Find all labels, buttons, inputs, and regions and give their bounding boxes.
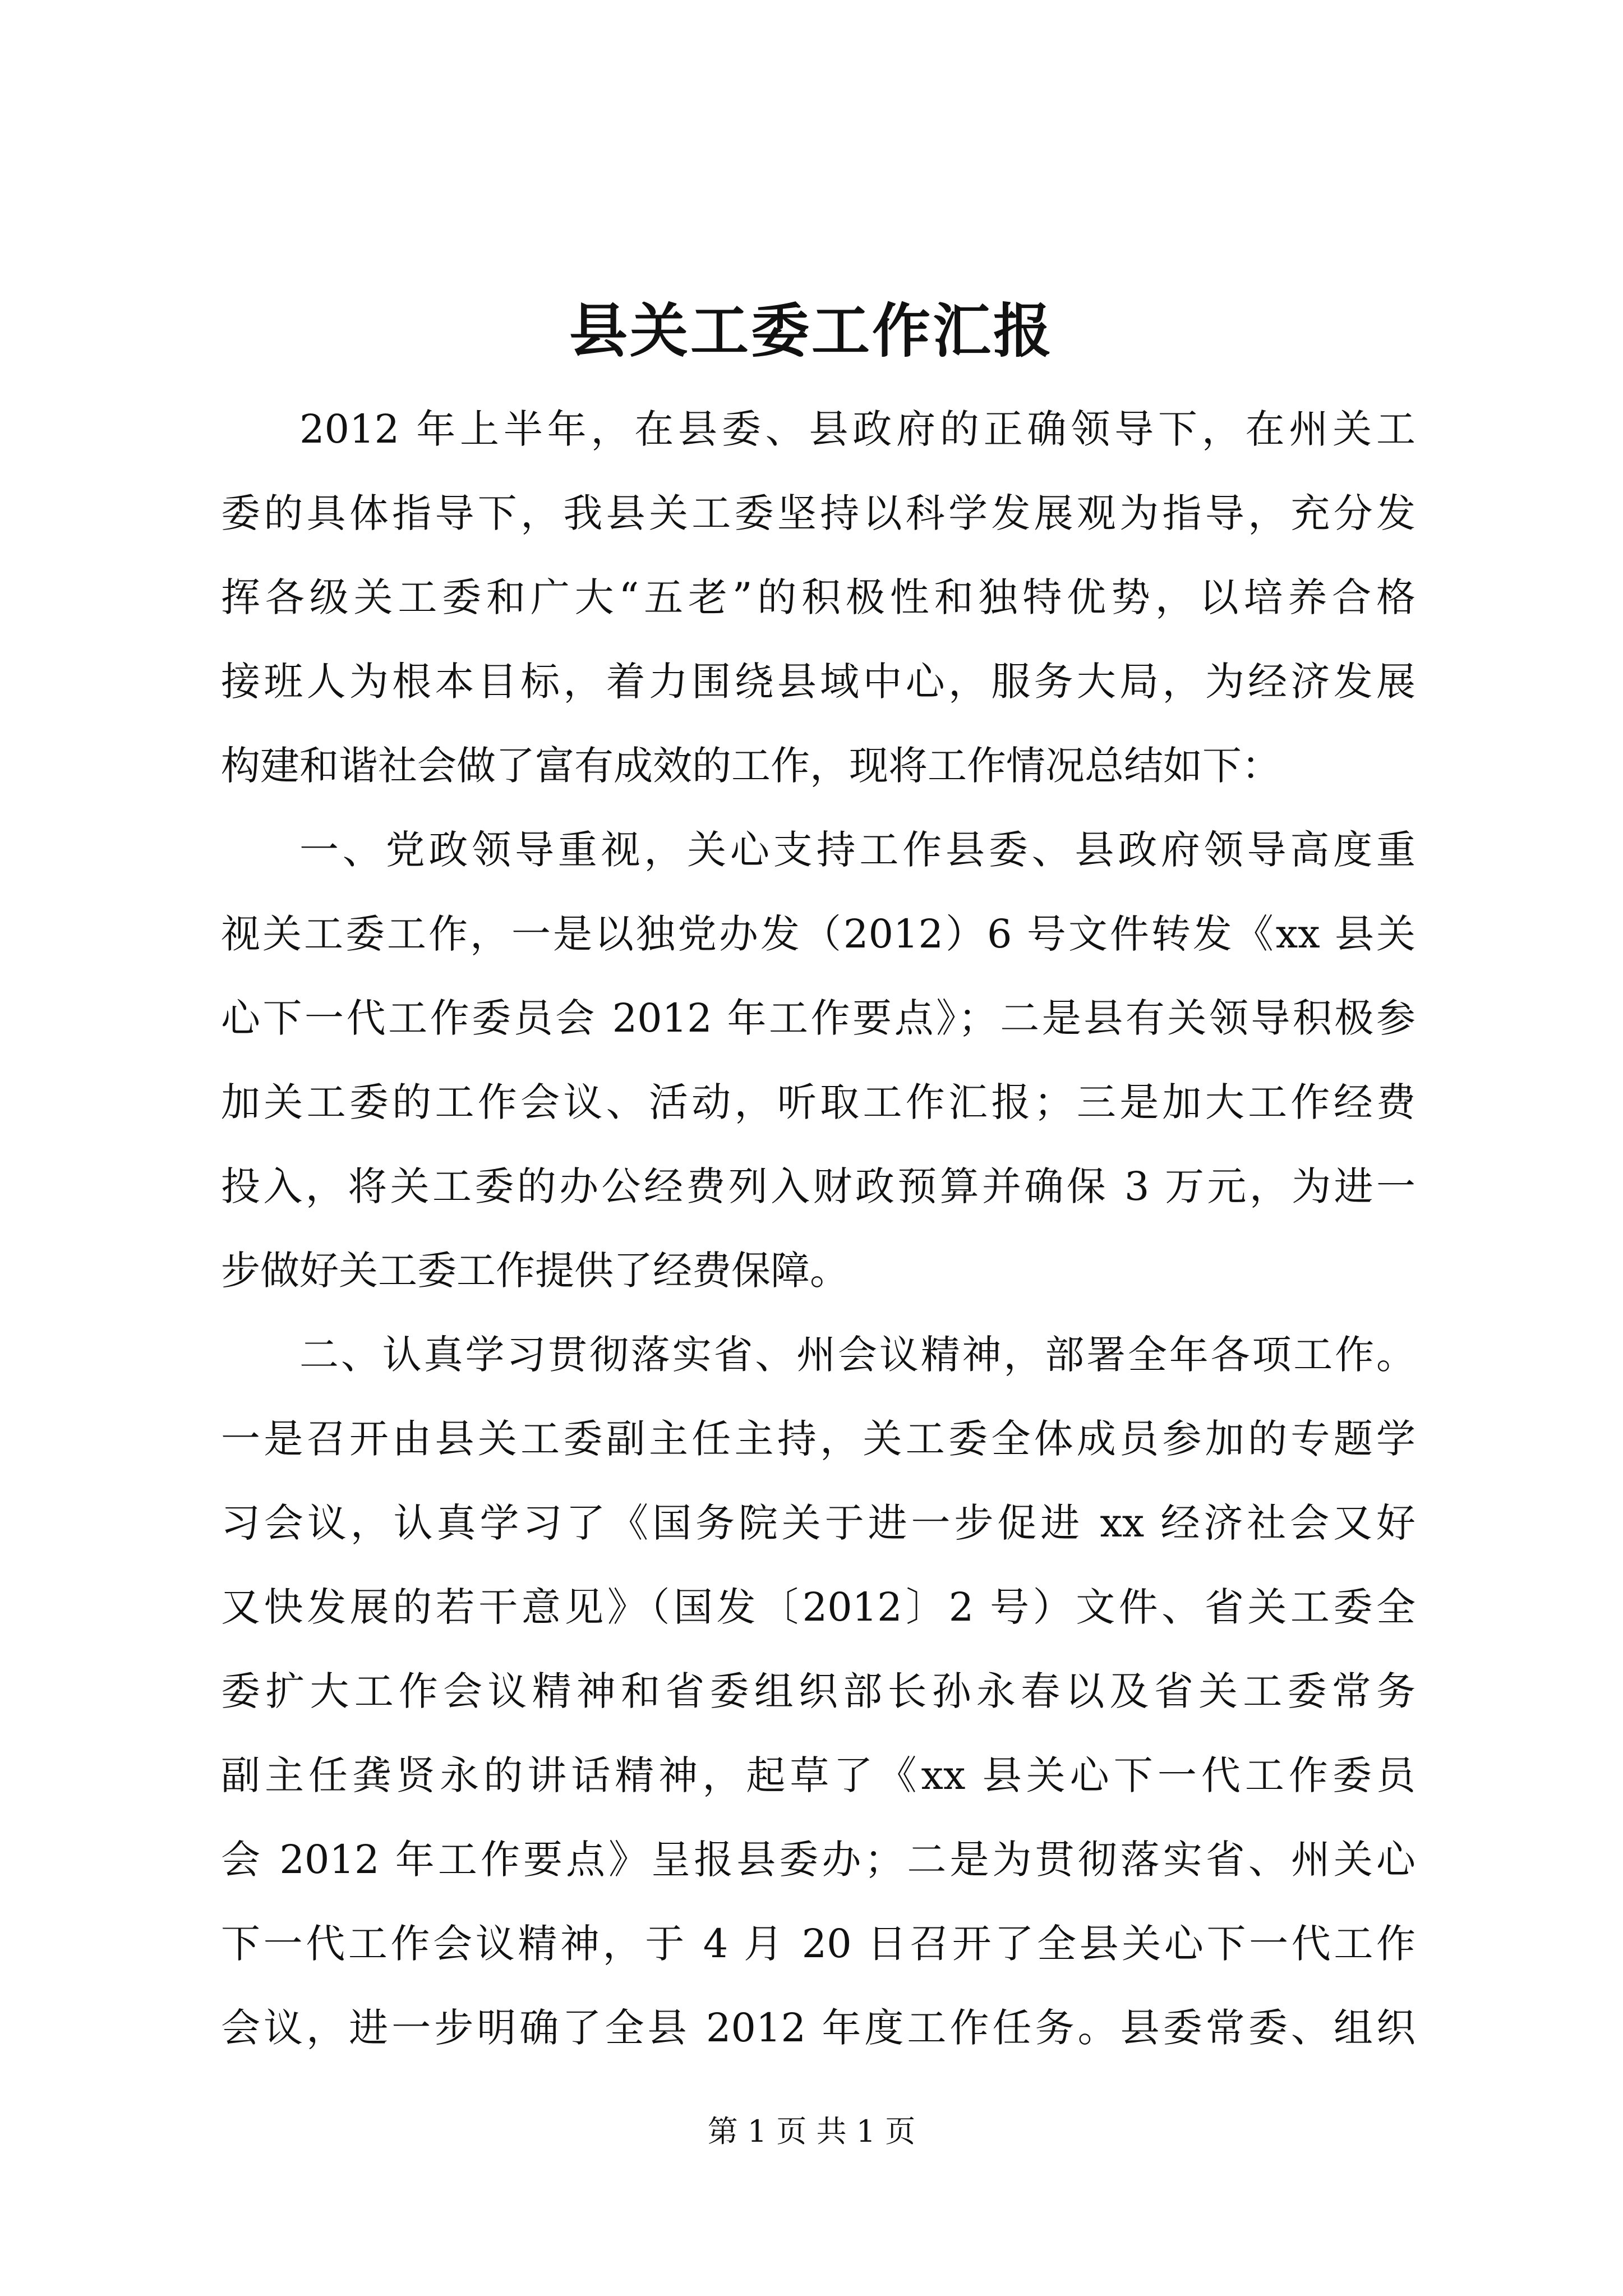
paragraph-line: 挥各级关工委和广大“五老”的积极性和独特优势，以培养合格: [221, 574, 1415, 620]
page-number-footer: 第 1 页 共 1 页: [707, 2114, 916, 2149]
paragraph-line: 又快发展的若干意见》（国发〔2012〕2 号）文件、省关工委全: [221, 1584, 1415, 1630]
paragraph-line: 委扩大工作会议精神和省委组织部长孙永春以及省关工委常务: [221, 1668, 1415, 1714]
paragraph-line: 加关工委的工作会议、活动，听取工作汇报；三是加大工作经费: [221, 1079, 1415, 1125]
paragraph-line: 习会议，认真学习了《国务院关于进一步促进 xx 经济社会又好: [221, 1500, 1415, 1546]
paragraph-line: 心下一代工作委员会 2012 年工作要点》；二是县有关领导积极参: [221, 995, 1415, 1041]
paragraph-line: 2012 年上半年，在县委、县政府的正确领导下，在州关工: [299, 406, 1415, 452]
paragraph-line: 视关工委工作，一是以独党办发（2012）6 号文件转发《xx 县关: [221, 911, 1415, 957]
paragraph-line: 投入，将关工委的办公经费列入财政预算并确保 3 万元，为进一: [221, 1163, 1415, 1209]
document-title: 县关工委工作汇报: [569, 296, 1054, 365]
paragraph-line: 接班人为根本目标，着力围绕县域中心，服务大局，为经济发展: [221, 659, 1415, 705]
paragraph-line: 二、认真学习贯彻落实省、州会议精神，部署全年各项工作。: [299, 1332, 1415, 1378]
paragraph-line: 会 2012 年工作要点》呈报县委办；二是为贯彻落实省、州关心: [221, 1837, 1415, 1883]
paragraph-line: 下一代工作会议精神，于 4 月 20 日召开了全县关心下一代工作: [221, 1921, 1415, 1967]
paragraph-line: 构建和谐社会做了富有成效的工作，现将工作情况总结如下：: [221, 743, 1281, 789]
paragraph-line: 一、党政领导重视，关心支持工作县委、县政府领导高度重: [299, 827, 1415, 873]
paragraph-line: 委的具体指导下，我县关工委坚持以科学发展观为指导，充分发: [221, 490, 1415, 536]
paragraph-line: 步做好关工委工作提供了经费保障。: [221, 1248, 849, 1294]
paragraph-line: 副主任龚贤永的讲话精神，起草了《xx 县关心下一代工作委员: [221, 1752, 1415, 1798]
paragraph-line: 一是召开由县关工委副主任主持，关工委全体成员参加的专题学: [221, 1416, 1415, 1462]
paragraph-line: 会议，进一步明确了全县 2012 年度工作任务。县委常委、组织: [221, 2005, 1415, 2051]
